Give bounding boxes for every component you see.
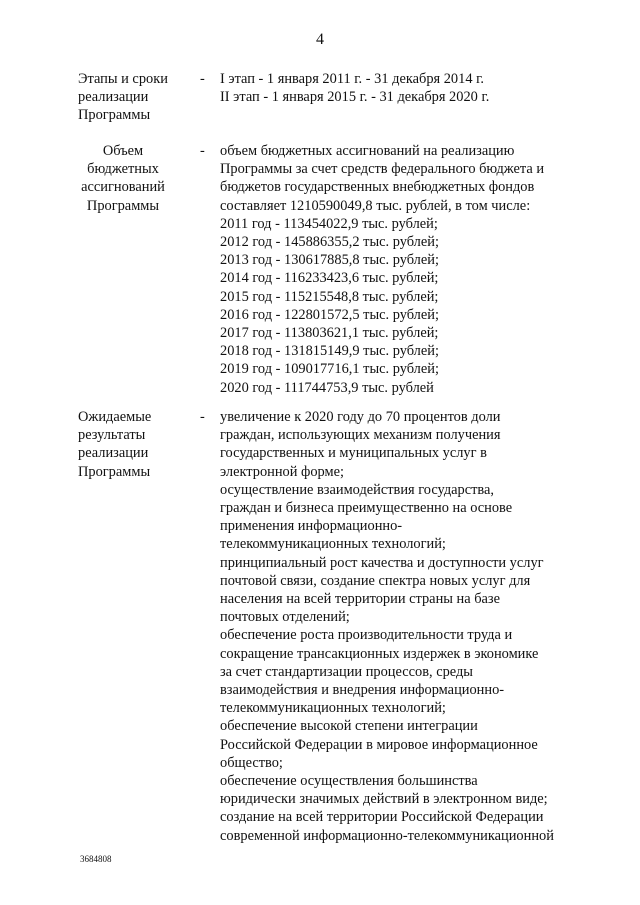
- body-line: почтовой связи, создание спектра новых услуг для: [220, 572, 531, 589]
- label-line: Ожидаемые: [78, 409, 152, 425]
- section-label: [78, 70, 198, 125]
- body-line: граждан, использующих механизм получения: [220, 427, 501, 444]
- section-body: [220, 408, 590, 845]
- funding-year-line: 2015 год - 115215548,8 тыс. рублей;: [220, 288, 439, 305]
- funding-year-line: 2020 год - 111744753,9 тыс. рублей: [220, 379, 434, 396]
- label-line: Программы: [78, 107, 151, 124]
- label-line: Программы: [78, 463, 151, 480]
- page-number: 4: [316, 31, 324, 48]
- body-line: государственных и муниципальных услуг в: [220, 445, 487, 462]
- section-body: [220, 70, 590, 106]
- funding-year-line: 2019 год - 109017716,1 тыс. рублей;: [220, 361, 439, 378]
- section-label: [64, 142, 182, 215]
- body-line: за счет стандартизации процессов, среды: [220, 663, 473, 680]
- body-line: сокращение трансакционных издержек в экономике: [220, 645, 539, 662]
- section-label: [78, 408, 198, 481]
- body-line: осуществление взаимодействия государства,: [220, 481, 495, 498]
- funding-year-line: 2012 год - 145886355,2 тыс. рублей;: [220, 234, 439, 251]
- body-line: Российской Федерации в мировое информационное: [220, 736, 538, 753]
- label-line: реализации: [78, 89, 149, 106]
- body-line: I этап - 1 января 2011 г. - 31 декабря 2014 г.: [220, 71, 484, 87]
- dash-separator: -: [200, 409, 205, 425]
- body-line: принципиальный рост качества и доступности услуг: [220, 554, 544, 571]
- body-line: составляет 1210590049,8 тыс. рублей, в том числе:: [220, 197, 531, 214]
- label-line: реализации: [78, 445, 149, 462]
- body-line: II этап - 1 января 2015 г. - 31 декабря 2020 г.: [220, 89, 490, 106]
- body-line: юридически значимых действий в электронном виде;: [220, 791, 548, 808]
- body-line: создание на всей территории Российской Федерации: [220, 809, 544, 826]
- funding-year-line: 2011 год - 113454022,9 тыс. рублей;: [220, 215, 438, 232]
- label-line: Объем: [102, 143, 144, 159]
- body-line: телекоммуникационных технологий;: [220, 700, 446, 717]
- body-line: бюджетов государственных внебюджетных фондов: [220, 179, 535, 196]
- funding-year-line: 2016 год - 122801572,5 тыс. рублей;: [220, 306, 439, 323]
- body-line: обеспечение высокой степени интеграции: [220, 718, 478, 735]
- body-line: населения на всей территории страны на базе: [220, 591, 500, 608]
- funding-year-line: 2018 год - 131815149,9 тыс. рублей;: [220, 343, 439, 360]
- body-line: применения информационно-: [220, 518, 403, 535]
- body-line: граждан и бизнеса преимущественно на основе: [220, 500, 513, 517]
- body-line: Программы за счет средств федерального бюджета и: [220, 161, 545, 178]
- funding-year-line: 2013 год - 130617885,8 тыс. рублей;: [220, 252, 439, 269]
- label-line: ассигнований: [81, 179, 165, 196]
- dash-separator: -: [200, 71, 205, 87]
- body-line: современной информационно-телекоммуникационной: [220, 827, 554, 844]
- body-line: электронной форме;: [220, 463, 345, 480]
- section-body: [220, 142, 590, 397]
- label-line: результаты: [78, 427, 146, 444]
- label-line: Этапы и сроки: [78, 71, 168, 87]
- dash-separator: -: [200, 143, 205, 159]
- body-line: телекоммуникационных технологий;: [220, 536, 446, 553]
- body-line: увеличение к 2020 году до 70 процентов доли: [220, 409, 501, 425]
- body-line: обеспечение осуществления большинства: [220, 773, 478, 790]
- funding-year-line: 2014 год - 116233423,6 тыс. рублей;: [220, 270, 439, 287]
- document-code: 3684808: [80, 854, 112, 864]
- body-line: взаимодействия и внедрения информационно-: [220, 682, 505, 699]
- label-line: бюджетных: [87, 161, 159, 178]
- funding-year-line: 2017 год - 113803621,1 тыс. рублей;: [220, 325, 439, 342]
- body-line: обеспечение роста производительности труда и: [220, 627, 513, 644]
- label-line: Программы: [86, 197, 160, 214]
- body-line: общество;: [220, 754, 283, 771]
- body-line: объем бюджетных ассигнований на реализацию: [220, 143, 515, 159]
- body-line: почтовых отделений;: [220, 609, 350, 626]
